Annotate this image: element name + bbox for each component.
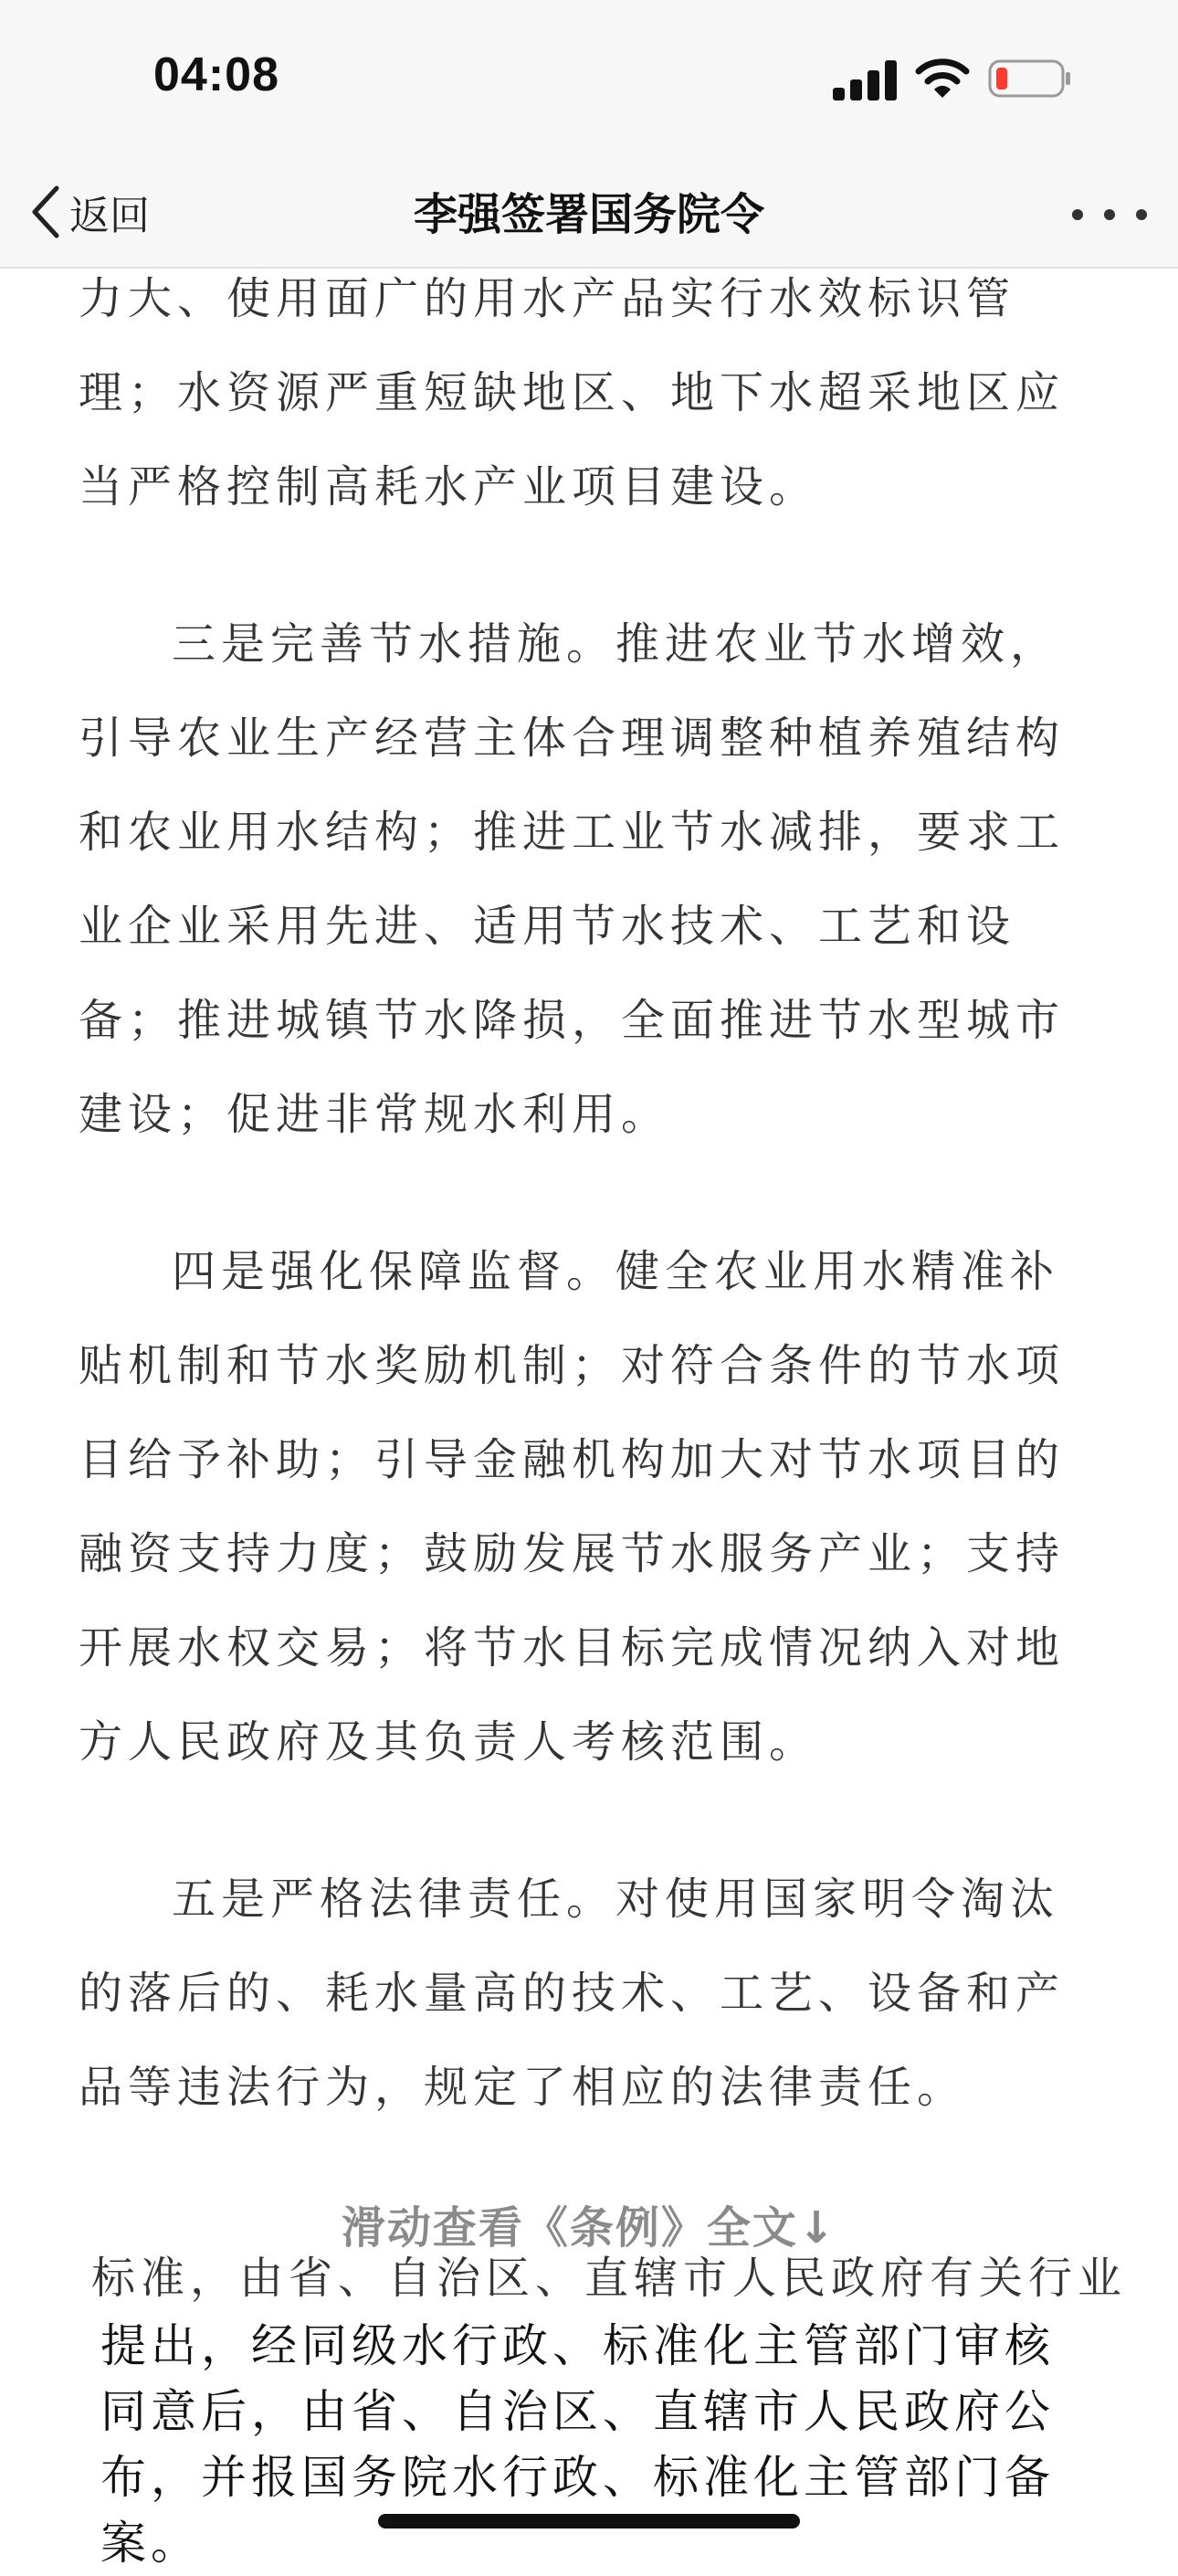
article-paragraph: 五是严格法律责任。对使用国家明令淘汰的落后的、耗水量高的技术、工艺、设备和产品等违法行为，规定了相应的法律责任。 bbox=[79, 1874, 1066, 2113]
more-button[interactable] bbox=[1068, 192, 1151, 238]
status-bar bbox=[0, 0, 1178, 155]
home-indicator[interactable] bbox=[378, 2514, 800, 2528]
article-body bbox=[79, 269, 1101, 2135]
battery-low-icon bbox=[988, 58, 1072, 99]
status-time: 04:08 bbox=[153, 48, 279, 101]
signal-icon bbox=[833, 60, 899, 100]
article-paragraph: 三是完善节水措施。推进农业节水增效，引导农业生产经营主体合理调整种植养殖结构和农业用水结构；推进工业节水减排，要求工业企业采用先进、适用节水技术、工艺和设备；推进城镇节水降损，全面推进节水型城市建设；促进非常规水利用。 bbox=[79, 618, 1066, 1140]
regulation-text: 提出，经同级水行政、标准化主管部门审核同意后，由省、自治区、直辖市人民政府公布，并报国务院水行政、标准化主管部门备案。 bbox=[100, 2319, 1055, 2570]
article-paragraph: 四是强化保障监督。健全农业用水精准补贴机制和节水奖励机制；对符合条件的节水项目给予补助；引导金融机构加大对节水项目的融资支持力度；鼓励发展节水服务产业；支持开展水权交易；将节水目标完成情况纳入对地方人民政府及其负责人考核范围。 bbox=[79, 1246, 1066, 1768]
embed-cut-line: 标准，由省、自治区、直辖市人民政府有关行业 bbox=[91, 2253, 1128, 2304]
page-title: 李强签署国务院令 bbox=[413, 189, 764, 240]
wifi-icon bbox=[915, 55, 970, 100]
article-paragraph: 力大、使用面广的用水产品实行水效标识管理；水资源严重短缺地区、地下水超采地区应当严格控制高耗水产业项目建设。 bbox=[79, 273, 1066, 512]
back-label: 返回 bbox=[69, 193, 150, 239]
scroll-hint: 滑动查看《条例》全文↓ bbox=[341, 2202, 837, 2254]
more-dots-icon bbox=[1068, 192, 1151, 238]
